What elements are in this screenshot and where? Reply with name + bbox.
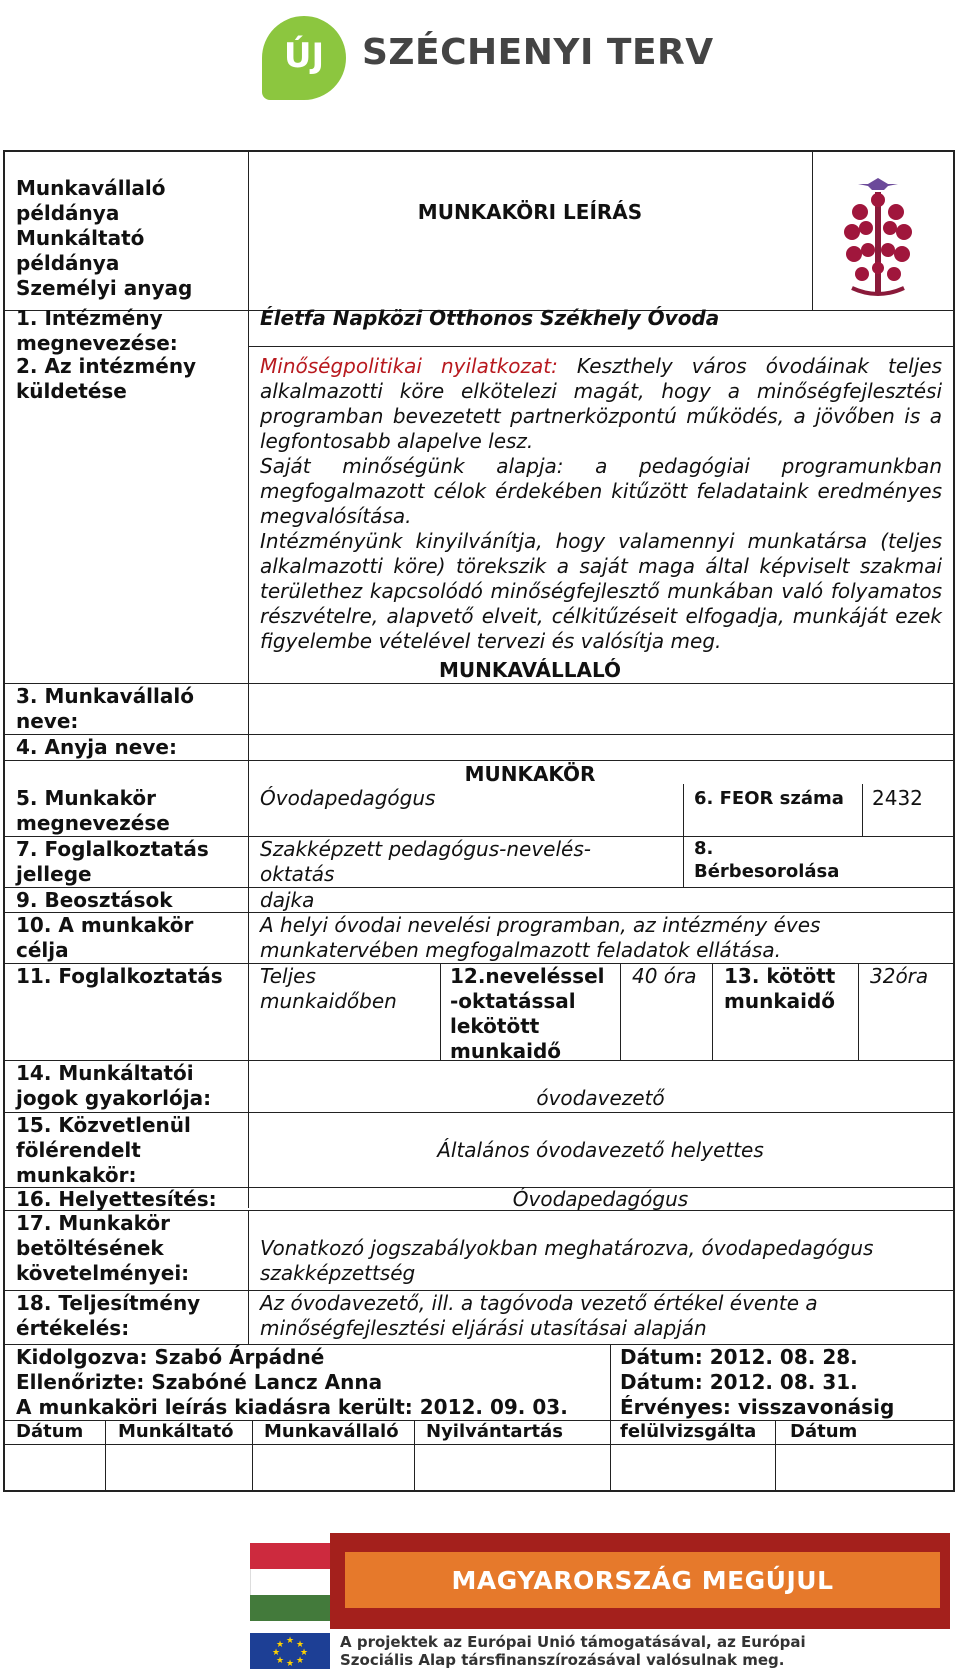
issued-date: A munkaköri leírás kiadásra került: 2012. 09. 03.	[16, 1395, 568, 1419]
section-munkakor: MUNKAKÖR	[464, 762, 596, 786]
superior-position: Általános óvodavezető helyettes	[437, 1138, 764, 1162]
section-munkavallalo: MUNKAVÁLLALÓ	[438, 658, 622, 682]
institution-name: Életfa Napközi Otthonos Székhely Óvoda	[260, 306, 720, 330]
performance-evaluation: Az óvodavezető, ill. a tagóvoda vezető értékel évente a minőségfejlesztési eljárási utasításai alapján	[260, 1291, 818, 1340]
checked-by: Ellenőrizte: Szabóné Lancz Anna	[16, 1370, 383, 1394]
field-2-label: 2. Az intézmény küldetése	[16, 354, 197, 403]
requirements: Vonatkozó jogszabályokban meghatározva, óvodapedagógus szakképzettség	[260, 1236, 874, 1285]
szechenyi-logo-badge: ÚJ	[262, 16, 346, 100]
szechenyi-logo-text: SZÉCHENYI TERV	[362, 32, 714, 73]
checked-date: Dátum: 2012. 08. 31.	[620, 1370, 858, 1394]
job-purpose: A helyi óvodai nevelési programban, az intézmény éves munkatervében megfogalmazott feladatok ellátása.	[260, 913, 821, 962]
sign-header-date-2: Dátum	[790, 1421, 858, 1442]
employer-rights: óvodavezető	[536, 1086, 665, 1110]
field-14-label: 14. Munkáltatói jogok gyakorlója:	[16, 1061, 212, 1110]
eu-flag-icon: ★ ★ ★ ★ ★ ★ ★ ★	[250, 1633, 330, 1669]
sign-header-employer: Munkáltató	[118, 1421, 234, 1442]
sign-header-date-1: Dátum	[16, 1421, 84, 1442]
field-13-label: 13. kötött munkaidő	[724, 964, 836, 1013]
field-15-label: 15. Közvetlenül fölérendelt munkakör:	[16, 1113, 191, 1187]
eu-funding-text: A projektek az Európai Unió támogatásával, az Európai Szociális Alap társfinanszírozásával valósulnak meg.	[340, 1633, 806, 1669]
position-value: dajka	[260, 888, 315, 912]
prepared-by: Kidolgozva: Szabó Árpádné	[16, 1345, 325, 1369]
substitution: Óvodapedagógus	[512, 1187, 689, 1211]
field-10-label: 10. A munkakör célja	[16, 913, 194, 962]
field-8-label: 8. Bérbesorolása	[694, 838, 840, 882]
field-7-label: 7. Foglalkoztatás jellege	[16, 837, 209, 886]
field-16-label: 16. Helyettesítés:	[16, 1187, 217, 1211]
field-4-label: 4. Anyja neve:	[16, 735, 177, 759]
field-18-label: 18. Teljesítmény értékelés:	[16, 1291, 201, 1340]
sign-header-registry: Nyilvántartás	[426, 1421, 563, 1442]
quality-policy-label: Minőségpolitikai nyilatkozat:	[260, 354, 558, 378]
field-3-label: 3. Munkavállaló neve:	[16, 684, 194, 733]
field-1-label: 1. Intézmény megnevezése:	[16, 306, 178, 355]
mission-text: Minőségpolitikai nyilatkozat: Keszthely város óvodáinak teljes alkalmazotti köre elkötelezi magát, hogy a minőségfejlesztési programban bevezetett partnerközpontú működés, a jövőben is a legfontosabb alapelve lesz. Saját minőségünk alapja: a pedagógiai programunkban megfogalmazott célok érdekében kitűzött feladataink eredményes megvalósítása. Intézményünk kinyilvánítja, hogy valamennyi munkatársa (teljes alkalmazotti köre) törekszik a saját maga által képviselt szakmai területhez kapcsolódó minőségfejlesztő munkában való folyamatos részvételre, alapvető elveit, célkitűzéseit elfogadja, munkáját ezek figyelembe vételével tervezi és valósítja meg.	[260, 354, 943, 653]
prepared-date: Dátum: 2012. 08. 28.	[620, 1345, 858, 1369]
document-title: MUNKAKÖRI LEÍRÁS	[417, 200, 643, 224]
teaching-hours: 40 óra	[632, 964, 697, 988]
employment-type: Szakképzett pedagógus-nevelés-oktatás	[260, 837, 591, 886]
field-9-label: 9. Beosztások	[16, 888, 173, 912]
field-17-label: 17. Munkakör betöltésének követelményei:	[16, 1211, 190, 1285]
fixed-hours: 32óra	[870, 964, 929, 988]
field-11-label: 11. Foglalkoztatás	[16, 964, 223, 988]
field-6-label: 6. FEOR száma	[694, 788, 844, 809]
field-5-label: 5. Munkakör megnevezése	[16, 786, 170, 835]
copies-list: Munkavállaló példánya Munkáltató példánya Személyi anyag	[16, 176, 193, 300]
field-12-label: 12.neveléssel -oktatással lekötött munkaidő	[450, 964, 605, 1063]
job-title: Óvodapedagógus	[260, 786, 436, 810]
validity: Érvényes: visszavonásig	[620, 1395, 895, 1419]
renewal-banner-text: MAGYARORSZÁG MEGÚJUL	[451, 1566, 834, 1595]
tree-emblem-icon	[838, 170, 918, 298]
employment-hours: Teljes munkaidőben	[260, 964, 397, 1013]
sign-header-employee: Munkavállaló	[264, 1421, 399, 1442]
sign-header-reviewed: felülvizsgálta	[620, 1421, 757, 1442]
feor-number: 2432	[872, 786, 923, 810]
